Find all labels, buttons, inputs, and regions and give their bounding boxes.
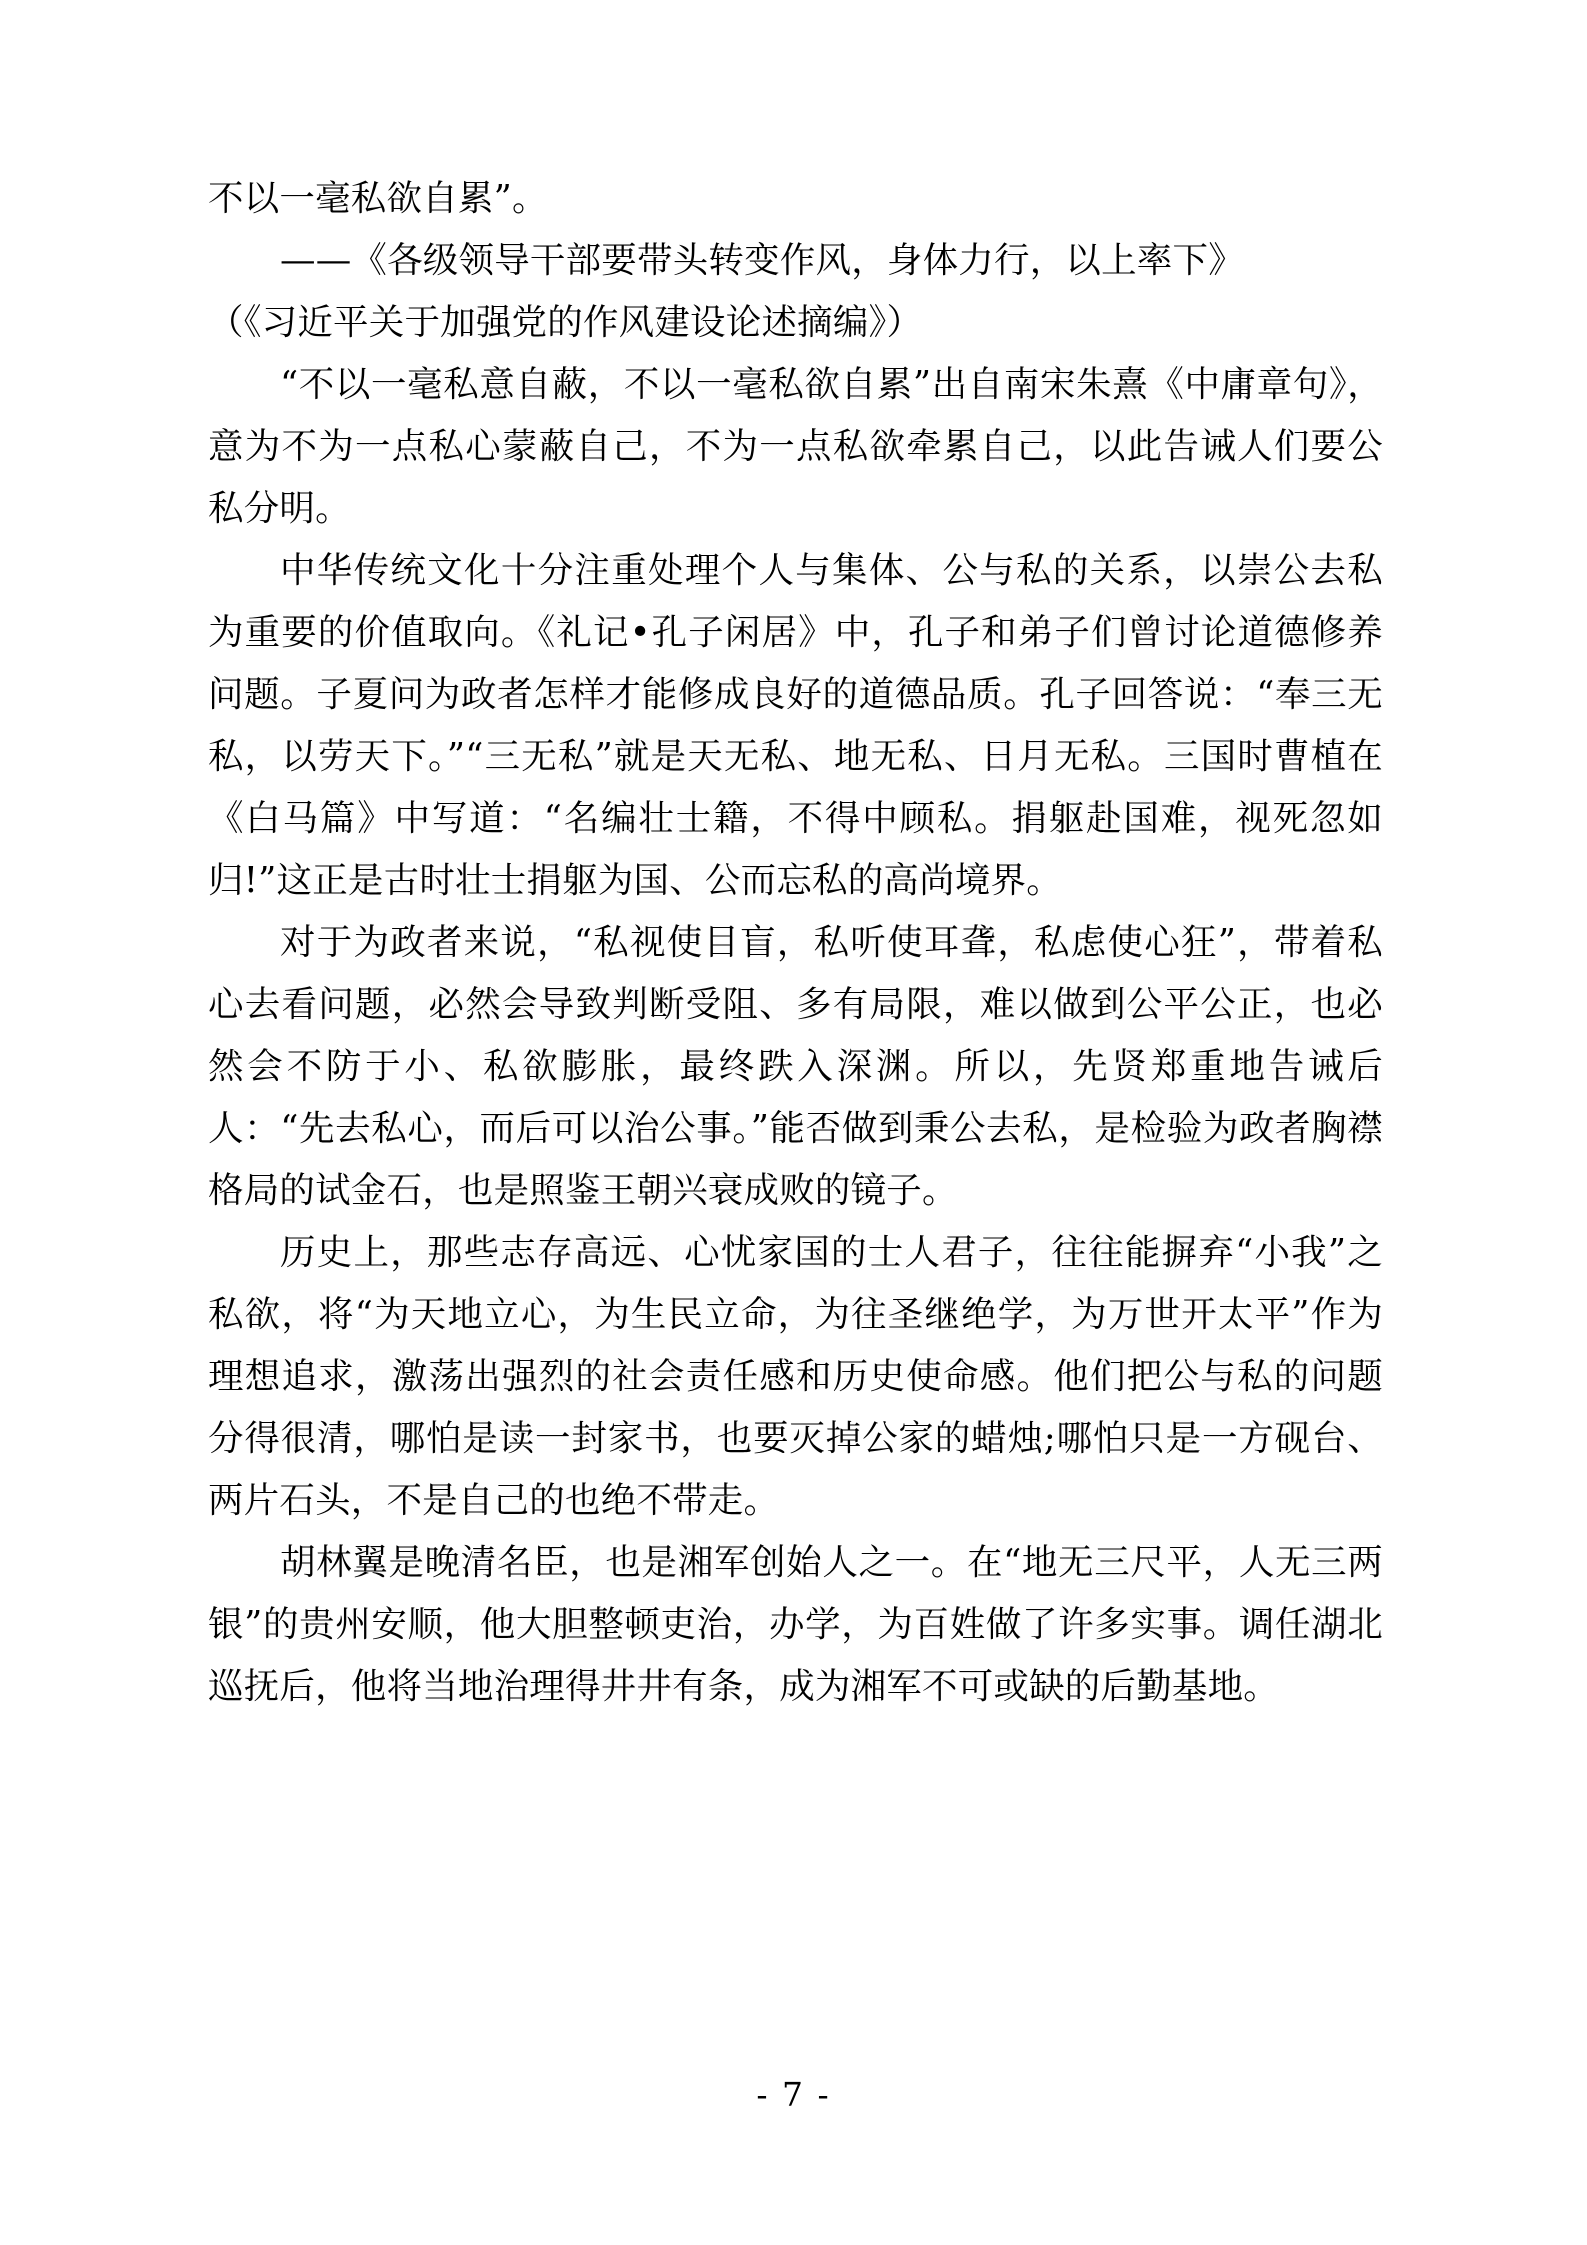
paragraph-tradition: 中华传统文化十分注重处理个人与集体、公与私的关系，以崇公去私为重要的价值取向。《礼记•孔子闲居》中，孔子和弟子们曾讨论道德修养问题。子夏问为政者怎样才能修成良好的道德品质。孔子回答说：“奉三无私，以劳天下。”“三无私”就是天无私、地无私、日月无私。三国时曹植在《白马篇》中写道：“名编壮士籍，不得中顾私。捐躯赴国难，视死忽如归!”这正是古时壮士捐躯为国、公而忘私的高尚境界。 xyxy=(208,550,1383,901)
paragraph-hulinyi: 胡林翼是晚清名臣，也是湘军创始人之一。在“地无三尺平，人无三两银”的贵州安顺，他大胆整顿吏治，办学，为百姓做了许多实事。调任湖北巡抚后，他将当地治理得井井有条，成为湘军不可或缺的后勤基地。 xyxy=(208,1542,1383,1707)
paragraph-source-title: ——《各级领导干部要带头转变作风，身体力行，以上率下》 xyxy=(280,240,1244,281)
page-body xyxy=(208,168,1383,1718)
paragraph-explanation: “不以一毫私意自蔽，不以一毫私欲自累”出自南宋朱熹《中庸章句》，意为不为一点私心蒙蔽自己，不为一点私欲牵累自己，以此告诫人们要公私分明。 xyxy=(208,364,1383,529)
paragraph-source-book: （《习近平关于加强党的作风建设论述摘编》） xyxy=(208,302,923,343)
paragraph-history: 历史上，那些志存高远、心忧家国的士人君子，往往能摒弃“小我”之私欲，将“为天地立心，为生民立命，为往圣继绝学，为万世开太平”作为理想追求，激荡出强烈的社会责任感和历史使命感。他们把公与私的问题分得很清，哪怕是读一封家书，也要灭掉公家的蜡烛;哪怕只是一方砚台、两片石头，不是自己的也绝不带走。 xyxy=(208,1232,1383,1521)
page-number: - 7 - xyxy=(756,2075,831,2114)
paragraph-quote-tail: 不以一毫私欲自累”。 xyxy=(208,178,548,219)
paragraph-governance: 对于为政者来说，“私视使目盲，私听使耳聋，私虑使心狂”，带着私心去看问题，必然会导致判断受阻、多有局限，难以做到公平公正，也必然会不防于小、私欲膨胀，最终跌入深渊。所以，先贤郑重地告诫后人：“先去私心，而后可以治公事。”能否做到秉公去私，是检验为政者胸襟格局的试金石，也是照鉴王朝兴衰成败的镜子。 xyxy=(208,922,1383,1211)
